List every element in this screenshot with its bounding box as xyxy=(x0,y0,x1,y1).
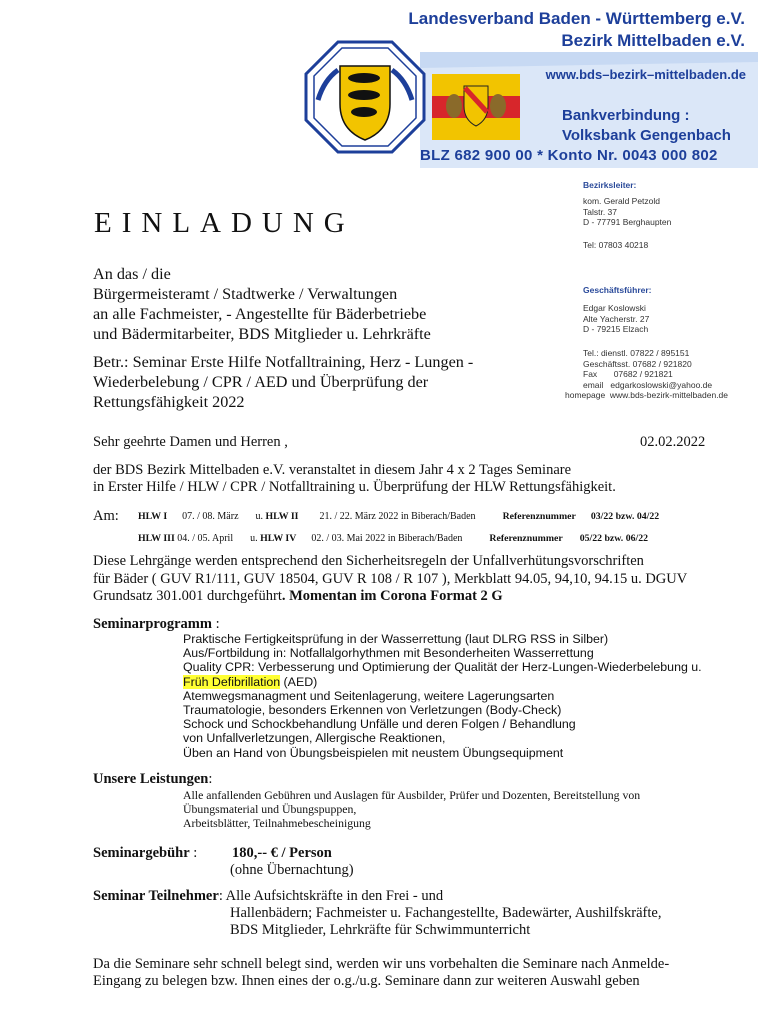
corona-note: . Momentan im Corona Format 2 G xyxy=(281,588,503,604)
recipient-line: Bürgermeisteramt / Stadtwerke / Verwaltungen xyxy=(93,285,398,303)
org-district: Bezirk Mittelbaden e.V. xyxy=(561,31,745,50)
gf-heading: Geschäftsführer: xyxy=(583,285,652,295)
ref-number: 03/22 bzw. 04/22 xyxy=(590,511,660,522)
fee-value: 180,-- € / Person xyxy=(232,845,332,861)
subject xyxy=(93,352,473,412)
participants-label: Seminar Teilnehmer xyxy=(93,888,219,904)
rules-line: Grundsatz 301.001 durchgeführt xyxy=(93,588,282,604)
contact-label: Geschäftsst. xyxy=(583,358,631,369)
website-link[interactable]: www.bds–bezirk–mittelbaden.de xyxy=(545,67,746,82)
association-logo xyxy=(304,40,426,154)
rules-line: Diese Lehrgänge werden entsprechend den Sicherheitsregeln der Unfallverhütungsvorschriften xyxy=(93,553,644,569)
program-heading-row xyxy=(93,616,220,633)
contact-label: email xyxy=(583,379,604,390)
rules-line: für Bäder ( GUV R1/111, GUV 18504, GUV R 108 / R 107 ), Merkblatt 94.05, 94,10, 94.15 u. DGUV xyxy=(93,570,688,587)
services-colon: : xyxy=(208,771,213,787)
contact-leiter xyxy=(583,180,753,250)
course-code: HLW II xyxy=(265,511,299,522)
participants-line: Hallenbädern; Fachmeister u. Fachangestellte, Badewärter, Aushilfskräfte, xyxy=(230,905,662,921)
contact-gf xyxy=(583,285,753,335)
course-code: HLW I xyxy=(138,511,168,522)
service-item: Alle anfallenden Gebühren und Auslagen für Ausbilder, Prüfer und Dozenten, Bereitstellung von xyxy=(183,788,641,802)
letter-date: 02.02.2022 xyxy=(640,434,706,450)
program-item: Quality CPR: Verbesserung und Optimierung der Qualität der Herz-Lungen-Wiederbelebung u. xyxy=(183,660,702,675)
subject-line: Betr.: Seminar Erste Hilfe Notfalltraining, Herz - Lungen - xyxy=(93,353,474,371)
recipients xyxy=(93,264,431,344)
conjunction: u. xyxy=(255,511,264,522)
program-heading: Seminarprogramm xyxy=(93,616,212,632)
course-date: 07. / 08. März xyxy=(182,511,239,522)
participants-row xyxy=(93,888,443,905)
salutation: Sehr geehrte Damen und Herren , xyxy=(93,434,288,450)
contact-line: D - 77791 Berghaupten xyxy=(583,217,672,227)
contact-label: Fax xyxy=(583,369,598,380)
bank-label: Bankverbindung : xyxy=(562,107,690,124)
contact-value: 07682 / 921821 xyxy=(613,369,673,380)
contact-line: Alte Yacherstr. 27 xyxy=(583,313,650,324)
gf-contact-table xyxy=(565,348,755,401)
contact-value: 07682 / 921820 xyxy=(632,358,692,369)
subject-line: Rettungsfähigkeit 2022 xyxy=(93,393,245,411)
contact-label: homepage xyxy=(565,390,606,401)
closing-line: Eingang zu belegen bzw. Ihnen eines der o.g./u.g. Seminare dann zur weiteren Auswahl geben xyxy=(93,973,640,989)
participants-list xyxy=(230,905,661,939)
participants-text: : Alle Aufsichtskräfte in den Frei - und xyxy=(218,888,444,904)
conjunction: u. xyxy=(250,533,258,544)
contact-label: Tel.: dienstl. xyxy=(583,348,628,358)
course-date: 21. / 22. März 2022 in Biberach/Baden xyxy=(319,511,476,522)
recipient-line: An das / die xyxy=(93,265,171,283)
baden-flag xyxy=(432,74,520,140)
program-item: Aus/Fortbildung in: Notfallalgorhythmen mit Besonderheiten Wasserrettung xyxy=(183,646,594,661)
letter-title: EINLADUNG xyxy=(94,207,355,239)
bank-name: Volksbank Gengenbach xyxy=(562,127,731,144)
program-item: Traumatologie, besonders Erkennen von Verletzungen (Body-Check) xyxy=(183,703,562,718)
course-code: HLW IV xyxy=(260,533,297,544)
contact-line: Edgar Koslowski xyxy=(583,303,646,313)
participants-line: BDS Mitglieder, Lehrkräfte für Schwimmunterricht xyxy=(230,922,531,938)
ref-label: Referenznummer xyxy=(502,511,576,522)
contact-value: 07822 / 895151 xyxy=(630,348,690,358)
service-item: Arbeitsblätter, Teilnahmebescheinigung xyxy=(183,816,371,830)
program-item-rest: (AED) xyxy=(280,674,318,689)
contact-line: kom. Gerald Petzold xyxy=(583,196,661,206)
homepage-link[interactable]: www.bds-bezirk-mittelbaden.de xyxy=(609,390,729,401)
ref-label: Referenznummer xyxy=(489,533,563,544)
services-list xyxy=(183,788,640,830)
program-item: Atemwegsmanagment und Seitenlagerung, weitere Lagerungsarten xyxy=(183,688,555,703)
dates-row-2 xyxy=(138,533,748,544)
closing-paragraph xyxy=(93,956,669,990)
program-colon: : xyxy=(211,616,220,632)
intro xyxy=(93,462,616,496)
course-code: HLW III xyxy=(138,533,175,544)
am-label: Am: xyxy=(93,508,119,524)
program-item: Praktische Fertigkeitsprüfung in der Wasserrettung (laut DLRG RSS in Silber) xyxy=(183,632,609,646)
intro-line: in Erster Hilfe / HLW / CPR / Notfalltraining u. Überprüfung der HLW Rettungsfähigkeit. xyxy=(93,479,616,495)
leiter-heading: Bezirksleiter: xyxy=(583,180,637,190)
intro-line: der BDS Bezirk Mittelbaden e.V. veranstaltet in diesem Jahr 4 x 2 Tages Seminare xyxy=(93,462,572,478)
fee-label-row xyxy=(93,845,197,862)
program-item: von Unfallverletzungen, Allergische Reaktionen, xyxy=(183,731,446,746)
program-item: Schock und Schockbehandlung Unfälle und deren Folgen / Behandlung xyxy=(183,717,576,732)
rules-paragraph xyxy=(93,553,687,606)
ref-number: 05/22 bzw. 06/22 xyxy=(579,533,649,544)
leiter-phone: Tel: 07803 40218 xyxy=(583,239,649,250)
contact-line: Talstr. 37 xyxy=(583,206,618,217)
service-item: Übungsmaterial und Übungspuppen, xyxy=(183,802,357,816)
email-link[interactable]: edgarkoslowski@yahoo.de xyxy=(610,379,713,390)
fee-note: (ohne Übernachtung) xyxy=(230,862,354,878)
closing-line: Da die Seminare sehr schnell belegt sind, werden wir uns vorbehalten die Seminare nach Anmelde- xyxy=(93,956,670,972)
program-list xyxy=(183,632,702,760)
dates-row-1 xyxy=(138,511,748,522)
course-date: 04. / 05. April xyxy=(177,533,234,544)
recipient-line: an alle Fachmeister, - Angestellte für Bäderbetriebe xyxy=(93,305,427,323)
course-date: 02. / 03. Mai 2022 in Biberach/Baden xyxy=(311,533,463,544)
subject-line: Wiederbelebung / CPR / AED und Überprüfung der xyxy=(93,373,429,391)
contact-line: D - 79215 Elzach xyxy=(583,324,649,334)
fee-label: Seminargebühr xyxy=(93,845,190,861)
fee-colon: : xyxy=(189,845,198,861)
highlighted-item: Früh Defibrillation xyxy=(183,674,281,689)
services-heading-row xyxy=(93,771,212,788)
bank-account: BLZ 682 900 00 * Konto Nr. 0043 000 802 xyxy=(420,147,718,164)
org-name: Landesverband Baden - Württemberg e.V. xyxy=(408,9,745,28)
services-heading: Unsere Leistungen xyxy=(93,771,209,787)
program-item: Üben an Hand von Übungsbeispielen mit neustem Übungsequipment xyxy=(183,745,564,760)
recipient-line: und Bädermitarbeiter, BDS Mitglieder u. Lehrkräfte xyxy=(93,325,431,343)
